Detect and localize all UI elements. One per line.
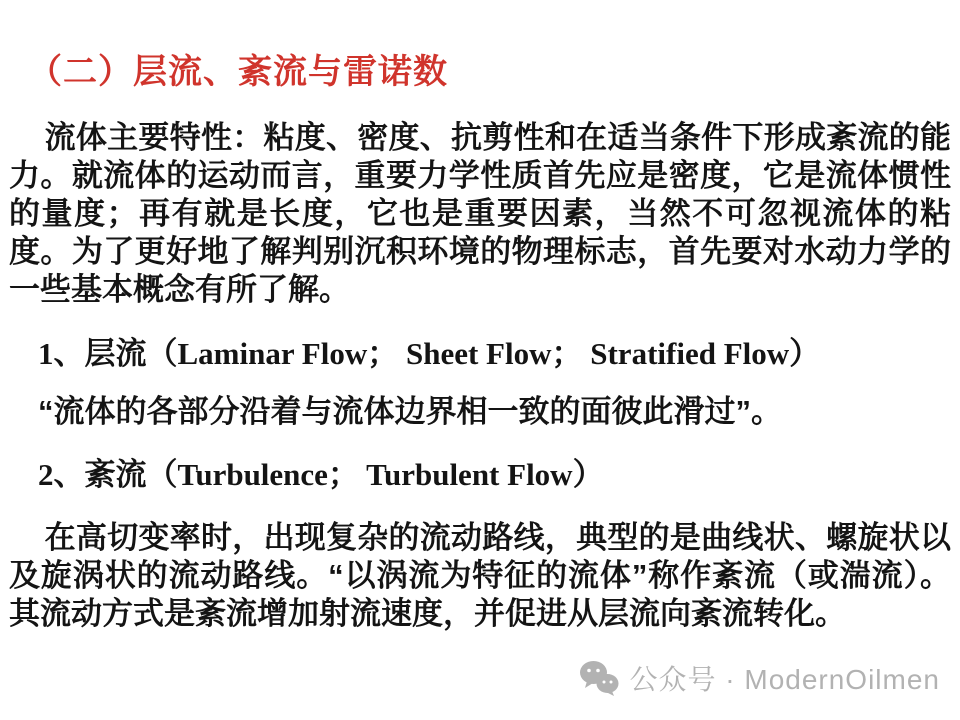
wechat-watermark: [579, 658, 940, 698]
section-heading-turbulent-flow: 2、紊流（Turbulence； Turbulent Flow）: [38, 456, 604, 492]
intro-paragraph: 流体主要特性：粘度、密度、抗剪性和在适当条件下形成紊流的能力。就流体的运动而言，重要力学性质首先应是密度，它是流体惯性的量度；再有就是长度，它也是重要因素，当然不可忽视流体的粘度。为了更好地了解判别沉积环境的物理标志，首先要对水动力学的一些基本概念有所了解。: [9, 119, 951, 307]
watermark-label: 公众号 · ModernOilmen: [629, 664, 940, 695]
laminar-flow-definition-quote: “流体的各部分沿着与流体边界相一致的面彼此滑过”。: [38, 393, 782, 429]
turbulent-flow-paragraph: 在高切变率时，出现复杂的流动路线，典型的是曲线状、螺旋状以及旋涡状的流动路线。“以涡流为特征的流体”称作紊流（或湍流）。其流动方式是紊流增加射流速度，并促进从层流向紊流转化。: [9, 519, 951, 631]
slide-title: （二）层流、紊流与雷诺数: [28, 53, 448, 91]
section-heading-laminar-flow: 1、层流（Laminar Flow； Sheet Flow； Stratified Flow）: [38, 335, 821, 371]
wechat-icon: [579, 660, 619, 696]
